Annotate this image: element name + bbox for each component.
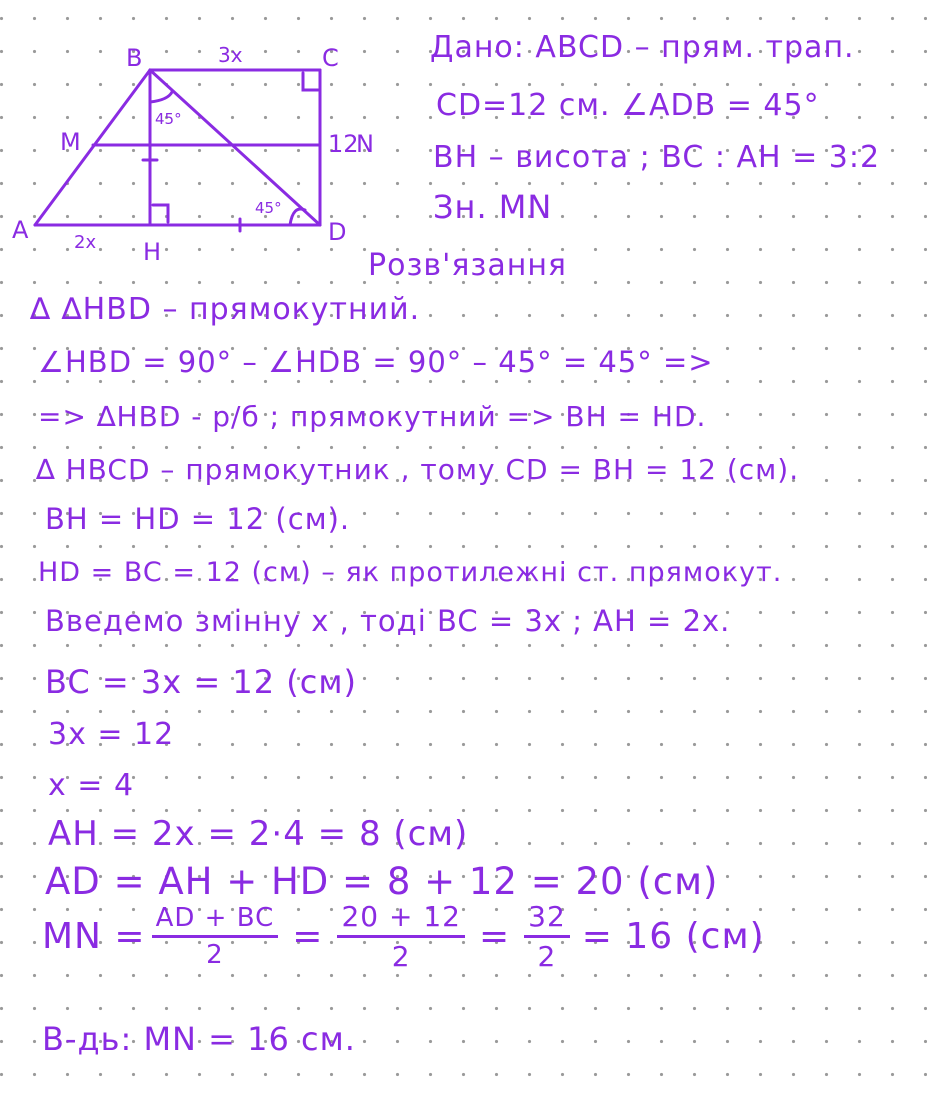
fraction-2-denominator: 2 (391, 940, 411, 973)
fraction-3-numerator: 32 (524, 900, 570, 938)
vertex-b-label: B (126, 44, 143, 72)
side-cd-label: 12 (328, 130, 359, 158)
diagonal-bd (150, 70, 320, 225)
vertex-a-label: A (12, 216, 29, 244)
solution-step-4: ∆ HBCD – прямокутник , тому CD = BH = 12 (см). (36, 453, 800, 486)
equals-sign-2: = (478, 916, 511, 957)
given-line-2: CD=12 см. ∠ADB = 45° (436, 88, 820, 123)
solution-step-6: HD = BC = 12 (см) – як протилежні ст. прямокут. (38, 557, 783, 588)
fraction-3-denominator: 2 (537, 940, 557, 973)
angle-d-label: 45° (255, 199, 282, 217)
fraction-1-denominator: 2 (206, 940, 224, 970)
vertex-n-label: N (356, 130, 374, 158)
angle-arc-d (290, 209, 305, 225)
fraction-2-numerator: 20 + 12 (337, 900, 465, 938)
given-line-3: BH – висота ; BC : AH = 3:2 (433, 140, 881, 175)
fraction-32 (524, 900, 570, 973)
equals-sign-1: = (292, 916, 324, 957)
right-angle-c (303, 73, 318, 90)
vertex-c-label: C (322, 44, 339, 72)
mn-formula (42, 900, 765, 973)
angle-b-label: 45° (155, 110, 182, 128)
answer-line: В-дь: MN = 16 см. (42, 1020, 356, 1058)
solution-step-11: AH = 2x = 2·4 = 8 (см) (48, 814, 469, 854)
vertex-d-label: D (328, 218, 347, 246)
solution-step-3: => ∆HBD - р/б ; прямокутний => BH = HD. (38, 400, 707, 433)
solution-step-2: ∠HBD = 90° – ∠HDB = 90° – 45° = 45° => (38, 345, 714, 379)
solution-step-9: 3x = 12 (48, 717, 175, 752)
angle-arc-b (150, 92, 172, 102)
solution-step-5: BH = HD = 12 (см). (45, 502, 351, 536)
solution-step-12: AD = AH + HD = 8 + 12 = 20 (см) (45, 860, 719, 903)
side-ab (35, 70, 150, 225)
solution-heading: Розв'язання (368, 248, 567, 283)
fraction-1-numerator: AD + BC (152, 903, 279, 938)
given-line-4: Зн. MN (433, 188, 553, 226)
mn-result: = 16 (см) (581, 916, 765, 957)
side-bc-label: 3x (218, 43, 243, 67)
fraction-ad-bc (152, 903, 279, 970)
given-line-1: Дано: ABCD – прям. трап. (430, 30, 855, 65)
solution-step-8: BC = 3x = 12 (см) (45, 663, 357, 701)
vertex-m-label: M (60, 128, 81, 156)
solution-step-7: Введемо змінну x , тоді BC = 3x ; AH = 2x. (45, 604, 731, 638)
fraction-20-12 (337, 900, 465, 973)
mn-prefix: MN = (42, 916, 146, 957)
right-angle-h (153, 205, 168, 222)
vertex-h-label: H (143, 238, 162, 266)
solution-step-10: x = 4 (48, 768, 135, 803)
solution-step-1: ∆ ∆HBD – прямокутний. (30, 292, 421, 327)
side-ah-label: 2x (74, 232, 97, 253)
